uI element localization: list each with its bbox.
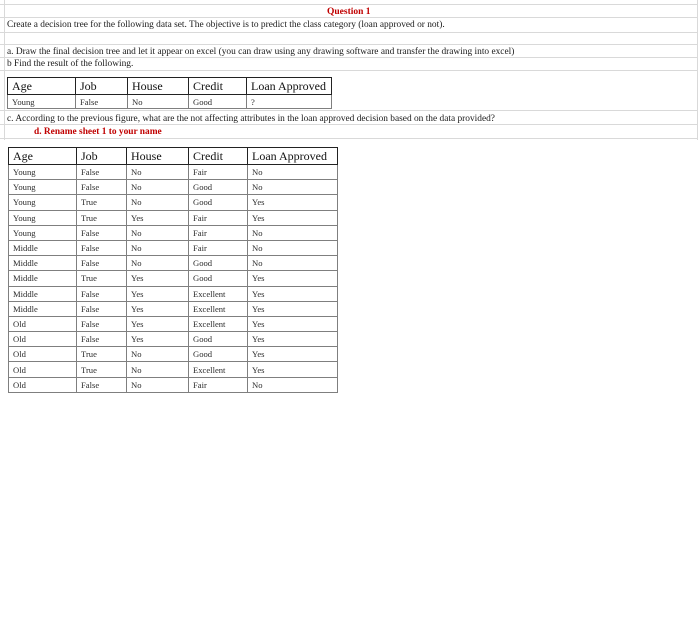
query-table (7, 77, 332, 109)
table-row (9, 347, 338, 362)
table-cell[interactable]: No (127, 240, 189, 255)
table-cell[interactable]: No (248, 377, 338, 392)
table-row (9, 362, 338, 377)
table-row (9, 316, 338, 331)
table-cell[interactable]: Young (9, 210, 77, 225)
table-cell[interactable]: Good (189, 332, 248, 347)
header-loan-approved: Loan Approved (248, 148, 338, 165)
table-cell[interactable]: No (248, 240, 338, 255)
table-row (9, 225, 338, 240)
table-cell[interactable]: Old (9, 377, 77, 392)
table-cell[interactable]: No (127, 347, 189, 362)
table-cell[interactable]: Fair (189, 240, 248, 255)
table-cell[interactable]: No (127, 180, 189, 195)
table-cell[interactable]: False (77, 225, 127, 240)
header-job: Job (77, 148, 127, 165)
table-cell[interactable]: Yes (248, 332, 338, 347)
query-row (8, 95, 332, 109)
table-cell[interactable]: False (77, 316, 127, 331)
table-cell[interactable]: No (248, 180, 338, 195)
query-cell[interactable]: False (76, 95, 128, 109)
table-row (9, 256, 338, 271)
table-row (9, 165, 338, 180)
table-cell[interactable]: False (77, 286, 127, 301)
table-cell[interactable]: Yes (248, 210, 338, 225)
table-cell[interactable]: Good (189, 271, 248, 286)
table-row (9, 377, 338, 392)
query-header-row (8, 78, 332, 95)
table-cell[interactable]: Excellent (189, 316, 248, 331)
query-cell[interactable]: ? (247, 95, 332, 109)
header-house: House (127, 148, 189, 165)
table-cell[interactable]: False (77, 180, 127, 195)
question-title: Question 1 (327, 7, 371, 17)
table-row (9, 240, 338, 255)
table-cell[interactable]: No (127, 377, 189, 392)
table-cell[interactable]: Old (9, 332, 77, 347)
table-cell[interactable]: False (77, 165, 127, 180)
table-cell[interactable]: Middle (9, 256, 77, 271)
header-credit: Credit (189, 148, 248, 165)
table-cell[interactable]: Excellent (189, 286, 248, 301)
part-c-text: c. According to the previous figure, what are the not affecting attributes in the loan approved decision based on the data provided? (7, 114, 495, 124)
table-row (9, 195, 338, 210)
table-cell[interactable]: Middle (9, 271, 77, 286)
query-header-house: House (128, 78, 189, 95)
table-cell[interactable]: Middle (9, 301, 77, 316)
header-age: Age (9, 148, 77, 165)
table-cell[interactable]: Fair (189, 377, 248, 392)
query-header-credit: Credit (189, 78, 247, 95)
table-cell[interactable]: Old (9, 362, 77, 377)
table-cell[interactable]: No (127, 225, 189, 240)
table-row (9, 180, 338, 195)
query-cell[interactable]: No (128, 95, 189, 109)
table-cell[interactable]: No (248, 256, 338, 271)
table-cell[interactable]: False (77, 377, 127, 392)
data-header-row (9, 148, 338, 165)
data-table-body (9, 165, 338, 393)
table-cell[interactable]: Yes (248, 195, 338, 210)
data-table (8, 147, 338, 393)
part-d-text: d. Rename sheet 1 to your name (34, 127, 162, 137)
table-cell[interactable]: True (77, 362, 127, 377)
table-cell[interactable]: Young (9, 165, 77, 180)
table-row (9, 332, 338, 347)
table-cell[interactable]: True (77, 195, 127, 210)
table-cell[interactable]: Good (189, 195, 248, 210)
query-cell[interactable]: Young (8, 95, 76, 109)
table-row (9, 286, 338, 301)
table-cell[interactable]: Yes (248, 271, 338, 286)
table-cell[interactable]: Yes (127, 316, 189, 331)
table-cell[interactable]: Excellent (189, 362, 248, 377)
table-row (9, 271, 338, 286)
table-cell[interactable]: Fair (189, 210, 248, 225)
table-cell[interactable]: Middle (9, 240, 77, 255)
table-cell[interactable]: True (77, 347, 127, 362)
table-cell[interactable]: Yes (248, 301, 338, 316)
table-cell[interactable]: Yes (127, 210, 189, 225)
table-cell[interactable]: True (77, 271, 127, 286)
table-cell[interactable]: No (248, 165, 338, 180)
table-cell[interactable]: Yes (127, 271, 189, 286)
table-cell[interactable]: False (77, 301, 127, 316)
table-cell[interactable]: No (127, 256, 189, 271)
table-cell[interactable]: Yes (248, 286, 338, 301)
table-cell[interactable]: True (77, 210, 127, 225)
table-row (9, 210, 338, 225)
table-cell[interactable]: No (127, 195, 189, 210)
table-cell[interactable]: Fair (189, 225, 248, 240)
table-cell[interactable]: Yes (248, 362, 338, 377)
table-cell[interactable]: Yes (127, 286, 189, 301)
query-header-age: Age (8, 78, 76, 95)
table-cell[interactable]: Yes (248, 347, 338, 362)
table-cell[interactable]: Good (189, 180, 248, 195)
table-cell[interactable]: No (127, 165, 189, 180)
table-cell[interactable]: Fair (189, 165, 248, 180)
table-cell[interactable]: Good (189, 256, 248, 271)
query-header-loan-approved: Loan Approved (247, 78, 332, 95)
part-b-text: b Find the result of the following. (7, 59, 134, 69)
table-cell[interactable]: Yes (248, 316, 338, 331)
part-a-text: a. Draw the final decision tree and let it appear on excel (you can draw using any drawing software and transfer the drawing into excel) (7, 47, 515, 57)
query-cell[interactable]: Good (189, 95, 247, 109)
table-cell[interactable]: False (77, 240, 127, 255)
table-cell[interactable]: Excellent (189, 301, 248, 316)
table-cell[interactable]: Old (9, 316, 77, 331)
table-cell[interactable]: False (77, 256, 127, 271)
table-cell[interactable]: No (248, 225, 338, 240)
table-cell[interactable]: No (127, 362, 189, 377)
table-cell[interactable]: Middle (9, 286, 77, 301)
table-row (9, 301, 338, 316)
table-cell[interactable]: Young (9, 195, 77, 210)
table-cell[interactable]: Yes (127, 332, 189, 347)
table-cell[interactable]: Young (9, 180, 77, 195)
table-cell[interactable]: Young (9, 225, 77, 240)
table-cell[interactable]: Good (189, 347, 248, 362)
table-cell[interactable]: Old (9, 347, 77, 362)
table-cell[interactable]: Yes (127, 301, 189, 316)
query-header-job: Job (76, 78, 128, 95)
question-intro: Create a decision tree for the following data set. The objective is to predict the class category (loan approved or not). (7, 20, 445, 30)
table-cell[interactable]: False (77, 332, 127, 347)
